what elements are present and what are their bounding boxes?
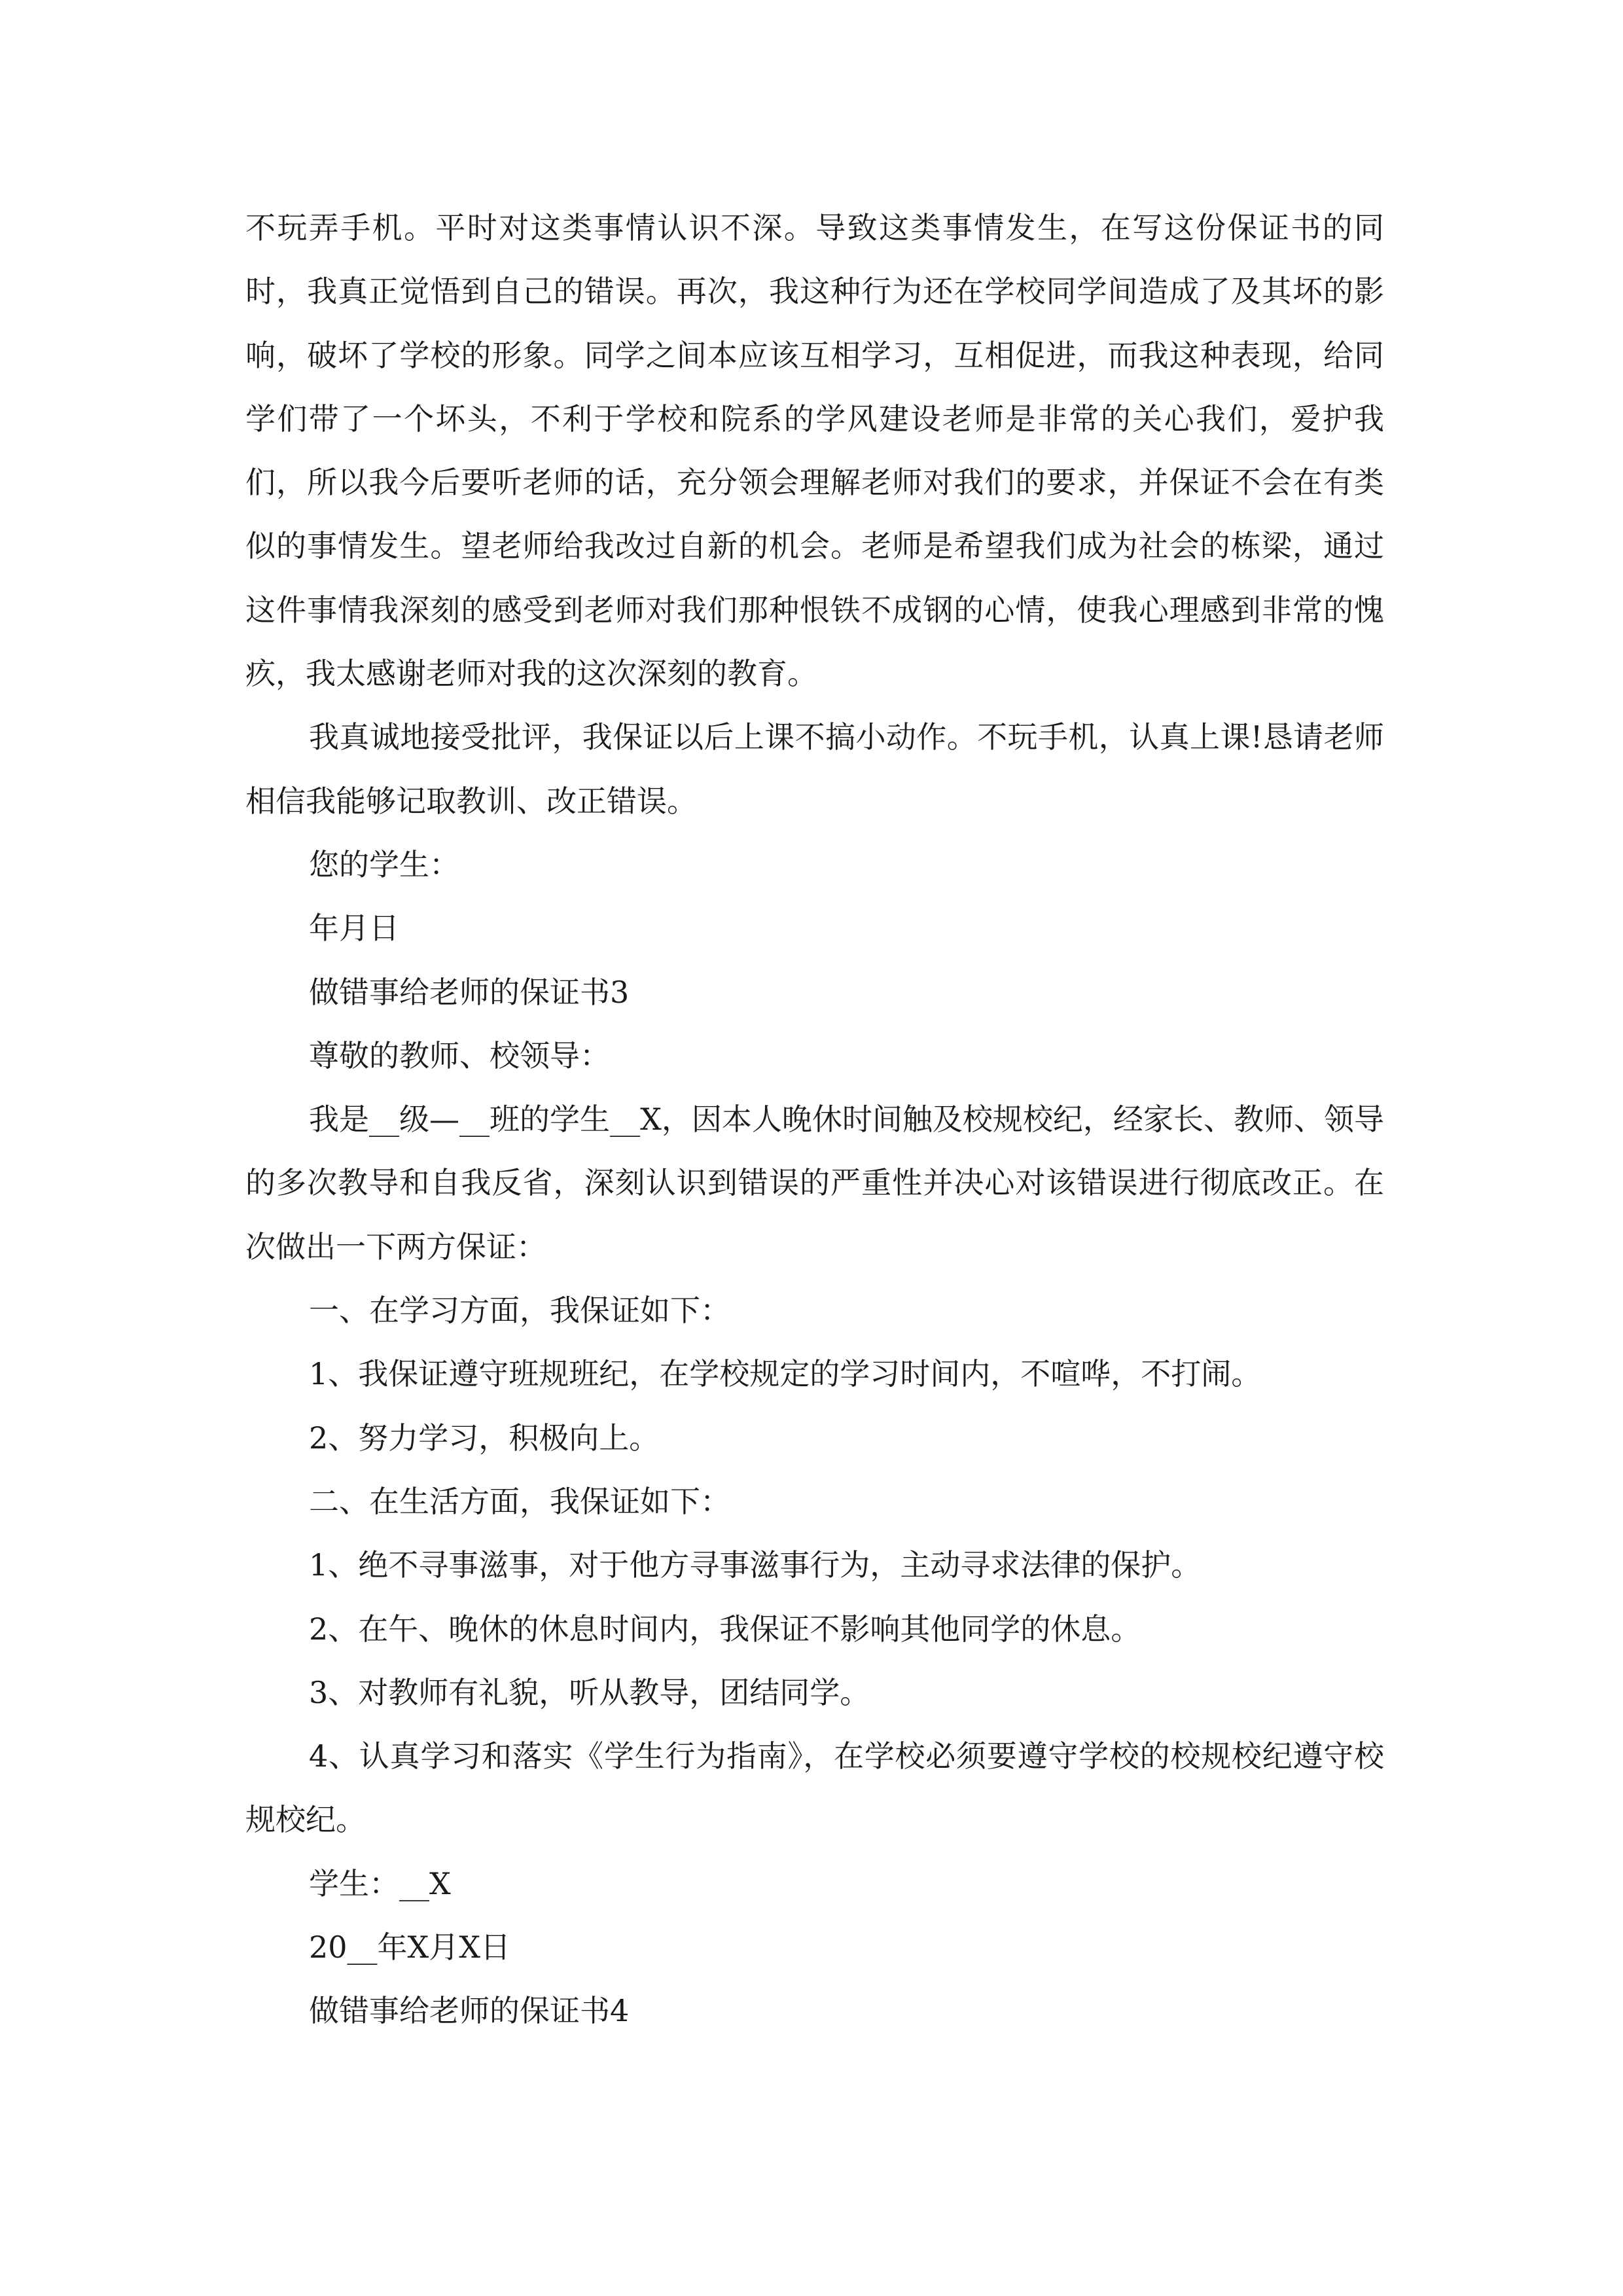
paragraph-introduction: 我是__级—__班的学生__X，因本人晚休时间触及校规校纪，经家长、教师、领导的多次教导和自我反省，深刻认识到错误的严重性并决心对该错误进行彻底改正。在次做出一下两方保证：	[245, 1102, 1384, 1265]
date-line: 年月日	[309, 910, 399, 946]
section-title-3: 做错事给老师的保证书3	[309, 974, 630, 1010]
document-body	[245, 196, 1384, 2043]
student-signature: 学生：__X	[309, 1865, 451, 1901]
paragraph-acceptance: 我真诚地接受批评，我保证以后上课不搞小动作。不玩手机，认真上课!恳请老师相信我能够记取教训、改正错误。	[245, 719, 1384, 819]
life-item-1: 1、绝不寻事滋事，对于他方寻事滋事行为，主动寻求法律的保护。	[309, 1547, 1202, 1583]
section-title-4: 做错事给老师的保证书4	[309, 1993, 630, 2029]
salutation: 尊敬的教师、校领导：	[309, 1037, 610, 1073]
life-item-3: 3、对教师有礼貌，听从教导，团结同学。	[309, 1674, 870, 1710]
life-heading: 二、在生活方面，我保证如下：	[309, 1483, 730, 1519]
study-item-2: 2、努力学习，积极向上。	[309, 1420, 660, 1456]
signature-label: 您的学生：	[309, 846, 459, 882]
signature-date: 20__年X月X日	[309, 1929, 511, 1965]
paragraph-apology-body: 不玩弄手机。平时对这类事情认识不深。导致这类事情发生，在写这份保证书的同时，我真正觉悟到自己的错误。再次，我这种行为还在学校同学间造成了及其坏的影响，破坏了学校的形象。同学之间本应该互相学习，互相促进，而我这种表现，给同学们带了一个坏头，不利于学校和院系的学风建设老师是非常的关心我们，爱护我们，所以我今后要听老师的话，充分领会理解老师对我们的要求，并保证不会在有类似的事情发生。望老师给我改过自新的机会。老师是希望我们成为社会的栋梁，通过这件事情我深刻的感受到老师对我们那种恨铁不成钢的心情，使我心理感到非常的愧疚，我太感谢老师对我的这次深刻的教育。	[245, 210, 1384, 692]
study-item-1: 1、我保证遵守班规班纪，在学校规定的学习时间内，不喧哗，不打闹。	[309, 1356, 1262, 1392]
study-heading: 一、在学习方面，我保证如下：	[309, 1293, 730, 1329]
life-item-4: 4、认真学习和落实《学生行为指南》，在学校必须要遵守学校的校规校纪遵守校规校纪。	[245, 1738, 1384, 1838]
life-item-2: 2、在午、晚休的休息时间内，我保证不影响其他同学的休息。	[309, 1611, 1141, 1647]
